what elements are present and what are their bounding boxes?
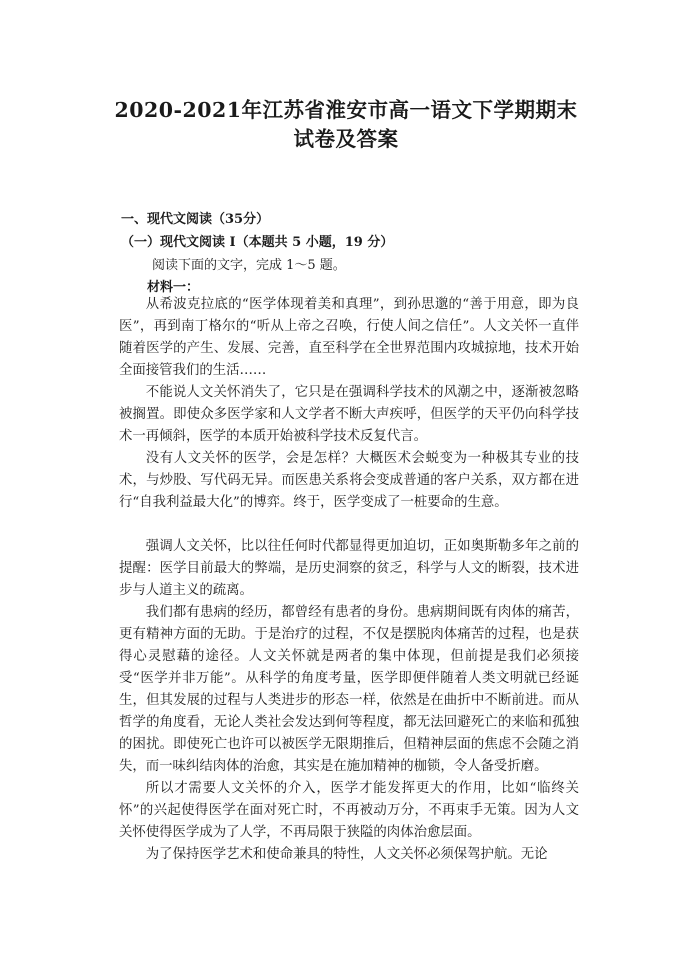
article-body bbox=[119, 294, 579, 866]
paragraph: 所以才需要人文关怀的介入，医学才能发挥更大的作用，比如“临终关怀”的兴起使得医学在面对死亡时，不再被动万分，不再束手无策。因为人文关怀使得医学成为了人学，不再局限于狭隘的肉体治愈层面。 bbox=[119, 781, 579, 840]
material-label: 材料一： bbox=[147, 280, 200, 295]
title-line-2: 试卷及答案 bbox=[293, 127, 399, 151]
paragraph: 我们都有患病的经历，都曾经有患者的身份。患病期间既有肉体的痛苦，更有精神方面的无助。于是治疗的过程，不仅是摆脱肉体痛苦的过程，也是获得心灵慰藉的途径。人文关怀就是两者的集中体现，但前提是我们必须接受“医学并非万能”。从科学的角度考量，医学即便伴随着人类文明就已经诞生，但其发展的过程与人类进步的形态一样，依然是在曲折中不断前进。而从哲学的角度看，无论人类社会发达到何等程度，都无法回避死亡的来临和孤独的困扰。即使死亡也许可以被医学无限期推后，但精神层面的焦虑不会随之消失，而一味纠结肉体的治愈，其实是在施加精神的枷锁，令人备受折磨。 bbox=[119, 605, 579, 774]
section-heading-1-1: （一）现代文阅读 I（本题共 5 小题，19 分） bbox=[121, 235, 394, 250]
reading-instruction: 阅读下面的文字，完成 1～5 题。 bbox=[152, 258, 346, 273]
paragraph: 为了保持医学艺术和使命兼具的特性，人文关怀必须保驾护航。无论 bbox=[145, 847, 548, 862]
section-heading-1: 一、现代文阅读（35分） bbox=[121, 212, 270, 227]
paragraph: 不能说人文关怀消失了，它只是在强调科学技术的风潮之中，逐渐被忽略被搁置。即使众多医学家和人文学者不断大声疾呼，但医学的天平仍向科学技术一再倾斜，医学的本质开始被科学技术反复代言。 bbox=[119, 385, 579, 444]
paragraph: 没有人文关怀的医学，会是怎样？大概医术会蜕变为一种极其专业的技术，与炒股、写代码无异。而医患关系将会变成普通的客户关系，双方都在进行“自我利益最大化”的博弈。终于，医学变成了一桩要命的生意。 bbox=[119, 451, 579, 510]
paragraph: 从希波克拉底的“医学体现着美和真理”，到孙思邈的“善于用意，即为良医”，再到南丁格尔的“听从上帝之召唤，行使人间之信任”。人文关怀一直伴随着医学的产生、发展、完善，直至科学在全世界范围内攻城掠地，技术开始全面接管我们的生活…… bbox=[119, 297, 579, 378]
document-title bbox=[100, 96, 592, 154]
paragraph: 强调人文关怀，比以往任何时代都显得更加迫切，正如奥斯勒多年之前的提醒：医学目前最大的弊端，是历史洞察的贫乏，科学与人文的断裂，技术进步与人道主义的疏离。 bbox=[119, 539, 579, 598]
title-line-1: 2020-2021年江苏省淮安市高一语文下学期期末 bbox=[114, 98, 578, 122]
